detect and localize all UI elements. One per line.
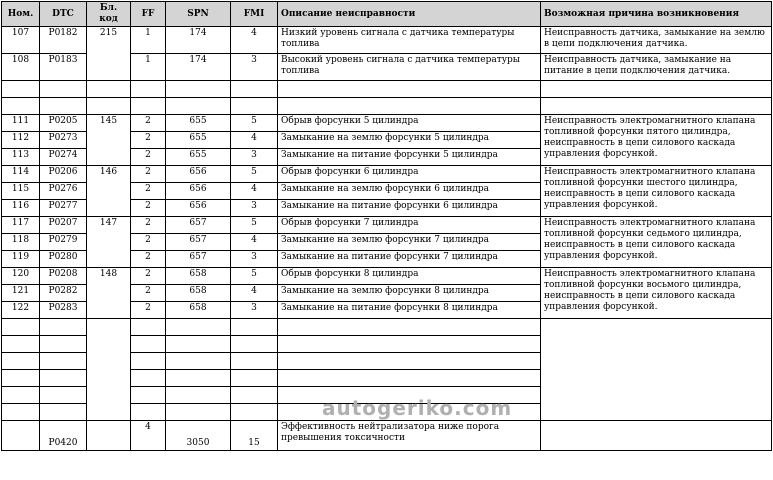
- cell-num: 107: [2, 27, 40, 54]
- cell-ff: 2: [131, 234, 166, 251]
- table-row: [2, 166, 772, 183]
- cell-spn: 655: [166, 149, 231, 166]
- cell-dtc: P0205: [40, 115, 87, 132]
- cell-spn: 657: [166, 217, 231, 234]
- cell-description: Замыкание на питание форсунки 5 цилиндра: [278, 149, 541, 166]
- cell-description: Обрыв форсунки 8 цилиндра: [278, 268, 541, 285]
- cell-fmi: 3: [231, 251, 278, 268]
- cell-cause: Неисправность датчика, замыкание на питание в цепи подключения датчика.: [541, 54, 772, 81]
- table-row: [2, 421, 772, 451]
- cell-spn: 174: [166, 27, 231, 54]
- cell-num: 117: [2, 217, 40, 234]
- dtc-table: [1, 1, 772, 451]
- header-dtc: DTC: [40, 2, 87, 27]
- cell-ff: 2: [131, 183, 166, 200]
- cell-dtc: P0182: [40, 27, 87, 54]
- cell-dtc: P0274: [40, 149, 87, 166]
- cell-spn: 655: [166, 115, 231, 132]
- cell-num: 122: [2, 302, 40, 319]
- cell-fmi: 3: [231, 54, 278, 81]
- table-row: [2, 268, 772, 285]
- cell-dtc: P0206: [40, 166, 87, 183]
- cell-fmi: 3: [231, 302, 278, 319]
- cell-num: 111: [2, 115, 40, 132]
- header-cause: Возможная причина возникновения: [541, 2, 772, 27]
- header-block-code: Бл. код: [87, 2, 131, 27]
- cell-ff: 2: [131, 149, 166, 166]
- cell-block-code: 146: [87, 166, 131, 217]
- cell-dtc: P0420: [40, 421, 87, 451]
- cell-num: 118: [2, 234, 40, 251]
- cell-dtc: P0208: [40, 268, 87, 285]
- cell-description: Высокий уровень сигнала с датчика температуры топлива: [278, 54, 541, 81]
- cell-num: 112: [2, 132, 40, 149]
- cell-ff: 2: [131, 200, 166, 217]
- cell-dtc: P0276: [40, 183, 87, 200]
- cell-fmi: 4: [231, 183, 278, 200]
- cell-ff: 2: [131, 115, 166, 132]
- header-ff: FF: [131, 2, 166, 27]
- cell-description: Замыкание на питание форсунки 6 цилиндра: [278, 200, 541, 217]
- table-row: [2, 27, 772, 54]
- cell-num: 121: [2, 285, 40, 302]
- empty-row: [2, 98, 772, 115]
- cell-num: 108: [2, 54, 40, 81]
- cell-cause: Неисправность электромагнитного клапана топливной форсунки шестого цилиндра, неисправность в цепи силового каскада управления форсункой.: [541, 166, 772, 217]
- cell-dtc: P0280: [40, 251, 87, 268]
- cell-spn: 656: [166, 166, 231, 183]
- header-fmi: FMI: [231, 2, 278, 27]
- cell-cause: Неисправность электромагнитного клапана топливной форсунки седьмого цилиндра, неисправность в цепи силового каскада управления форсункой.: [541, 217, 772, 268]
- cell-ff: 2: [131, 302, 166, 319]
- cell-spn: 656: [166, 183, 231, 200]
- cell-fmi: 15: [231, 421, 278, 451]
- cell-description: Замыкание на землю форсунки 8 цилиндра: [278, 285, 541, 302]
- header-row: [2, 2, 772, 27]
- cell-fmi: 3: [231, 200, 278, 217]
- cell-description: Эффективность нейтрализатора ниже порога превышения токсичности: [278, 421, 541, 451]
- cell-dtc: P0183: [40, 54, 87, 81]
- cell-num: 120: [2, 268, 40, 285]
- cell-description: Обрыв форсунки 6 цилиндра: [278, 166, 541, 183]
- cell-ff: 1: [131, 54, 166, 81]
- cell-num: 114: [2, 166, 40, 183]
- cell-dtc: P0283: [40, 302, 87, 319]
- cell-description: Обрыв форсунки 5 цилиндра: [278, 115, 541, 132]
- cell-fmi: 5: [231, 217, 278, 234]
- cell-ff: 2: [131, 132, 166, 149]
- cell-cause: Неисправность датчика, замыкание на землю в цепи подключения датчика.: [541, 27, 772, 54]
- cell-fmi: 4: [231, 27, 278, 54]
- cell-ff: 1: [131, 27, 166, 54]
- empty-row: [2, 319, 772, 336]
- cell-fmi: 4: [231, 285, 278, 302]
- cell-dtc: P0282: [40, 285, 87, 302]
- cell-num: 119: [2, 251, 40, 268]
- cell-spn: 658: [166, 302, 231, 319]
- cell-dtc: P0207: [40, 217, 87, 234]
- cell-dtc: P0277: [40, 200, 87, 217]
- cell-spn: 174: [166, 54, 231, 81]
- cell-description: Обрыв форсунки 7 цилиндра: [278, 217, 541, 234]
- cell-block-code: 148: [87, 268, 131, 319]
- cell-description: Замыкание на землю форсунки 7 цилиндра: [278, 234, 541, 251]
- cell-ff: 2: [131, 251, 166, 268]
- cell-spn: 658: [166, 268, 231, 285]
- table-row: [2, 217, 772, 234]
- cell-fmi: 5: [231, 166, 278, 183]
- cell-block-code: 145: [87, 115, 131, 166]
- cell-num: 113: [2, 149, 40, 166]
- cell-ff: 2: [131, 285, 166, 302]
- watermark: autogeriko.com: [322, 396, 513, 420]
- cell-cause: Неисправность электромагнитного клапана топливной форсунки восьмого цилиндра, неисправность в цепи силового каскада управления форсункой.: [541, 268, 772, 319]
- cell-description: Замыкание на землю форсунки 5 цилиндра: [278, 132, 541, 149]
- header-spn: SPN: [166, 2, 231, 27]
- cell-ff: 2: [131, 217, 166, 234]
- cell-ff: 2: [131, 166, 166, 183]
- cell-spn: 656: [166, 200, 231, 217]
- cell-spn: 657: [166, 251, 231, 268]
- cell-description: Низкий уровень сигнала с датчика температуры топлива: [278, 27, 541, 54]
- cell-num: 115: [2, 183, 40, 200]
- table-row: [2, 115, 772, 132]
- cell-ff: 4: [131, 421, 166, 451]
- header-num: Ном.: [2, 2, 40, 27]
- cell-block-code: 147: [87, 217, 131, 268]
- cell-num: [2, 421, 40, 451]
- cell-fmi: 3: [231, 149, 278, 166]
- cell-description: Замыкание на землю форсунки 6 цилиндра: [278, 183, 541, 200]
- cell-fmi: 4: [231, 234, 278, 251]
- cell-num: 116: [2, 200, 40, 217]
- cell-dtc: P0273: [40, 132, 87, 149]
- cell-block-code: 215: [87, 27, 131, 81]
- cell-ff: 2: [131, 268, 166, 285]
- cell-spn: 657: [166, 234, 231, 251]
- cell-fmi: 5: [231, 115, 278, 132]
- cell-fmi: 4: [231, 132, 278, 149]
- header-description: Описание неисправности: [278, 2, 541, 27]
- cell-spn: 3050: [166, 421, 231, 451]
- cell-description: Замыкание на питание форсунки 8 цилиндра: [278, 302, 541, 319]
- cell-spn: 655: [166, 132, 231, 149]
- cell-spn: 658: [166, 285, 231, 302]
- cell-fmi: 5: [231, 268, 278, 285]
- cell-cause: Неисправность электромагнитного клапана топливной форсунки пятого цилиндра, неисправность в цепи силового каскада управления форсункой.: [541, 115, 772, 166]
- cell-description: Замыкание на питание форсунки 7 цилиндра: [278, 251, 541, 268]
- cell-dtc: P0279: [40, 234, 87, 251]
- empty-row: [2, 81, 772, 98]
